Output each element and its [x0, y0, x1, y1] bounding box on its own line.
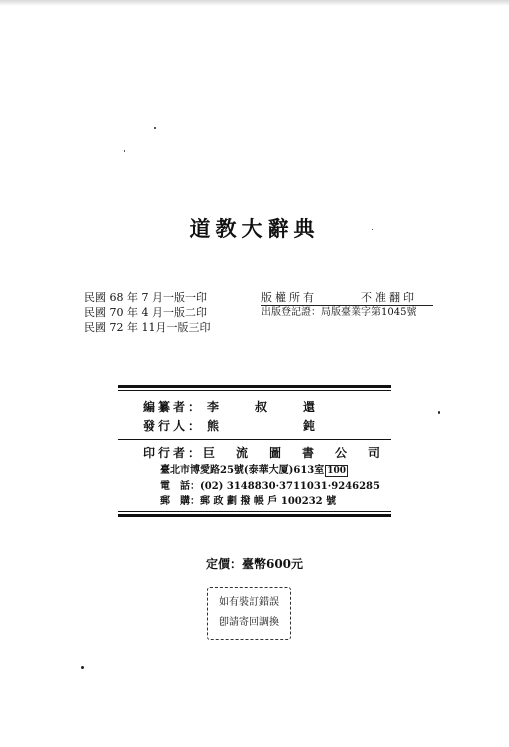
notice-line: 卽請寄回調換	[219, 617, 279, 628]
middle-rule	[118, 439, 391, 440]
publisher-phone: 電 話：(02) 3148830·3711031·9246285	[160, 481, 380, 492]
editor-name: 李 叔 還	[207, 400, 316, 414]
edition-history	[84, 290, 210, 335]
speck	[438, 411, 440, 414]
registration-number: 出版登記證：局版臺業字第1045號	[261, 307, 417, 318]
price-label: 定價：臺幣600元	[205, 557, 304, 571]
issuer-label: 發行人：	[143, 419, 204, 433]
bottom-thin-rule	[118, 511, 391, 512]
editor-label: 編纂者：	[143, 400, 204, 414]
binding-error-notice	[207, 587, 291, 640]
publisher-label: 印行者：	[143, 446, 204, 460]
edition-line: 民國 70 年 4 月一版二印	[84, 306, 207, 319]
edition-line: 民國 68 年 7 月一版一印	[84, 291, 207, 304]
edition-line: 民國 72 年 11月一版三印	[84, 321, 211, 334]
publisher-block	[143, 445, 401, 461]
issuer-name: 熊 鈍	[207, 419, 316, 433]
rights-reserved: 版權所有	[261, 291, 317, 304]
speck	[81, 666, 84, 669]
book-title: 道教大辭典	[189, 216, 320, 241]
speck	[124, 150, 125, 152]
speck	[372, 229, 373, 230]
publisher-contact	[160, 463, 380, 509]
speck	[154, 127, 156, 129]
top-thick-rule	[118, 385, 391, 388]
bottom-thick-rule	[118, 514, 391, 517]
postal-account: 郵 購：郵 政 劃 撥 帳 戶 100232 號	[160, 496, 337, 507]
postal-code: 100	[327, 466, 347, 476]
rights-divider	[261, 305, 433, 306]
publisher-name: 巨流圖書公司	[203, 446, 402, 460]
top-thin-rule	[118, 390, 391, 391]
scan-top-edge	[0, 0, 509, 6]
no-copy-notice: 不准翻印	[361, 291, 417, 304]
publisher-address: 臺北市博愛路25號(泰華大厦)613室	[160, 465, 325, 476]
notice-line: 如有裝訂錯誤	[219, 597, 279, 608]
